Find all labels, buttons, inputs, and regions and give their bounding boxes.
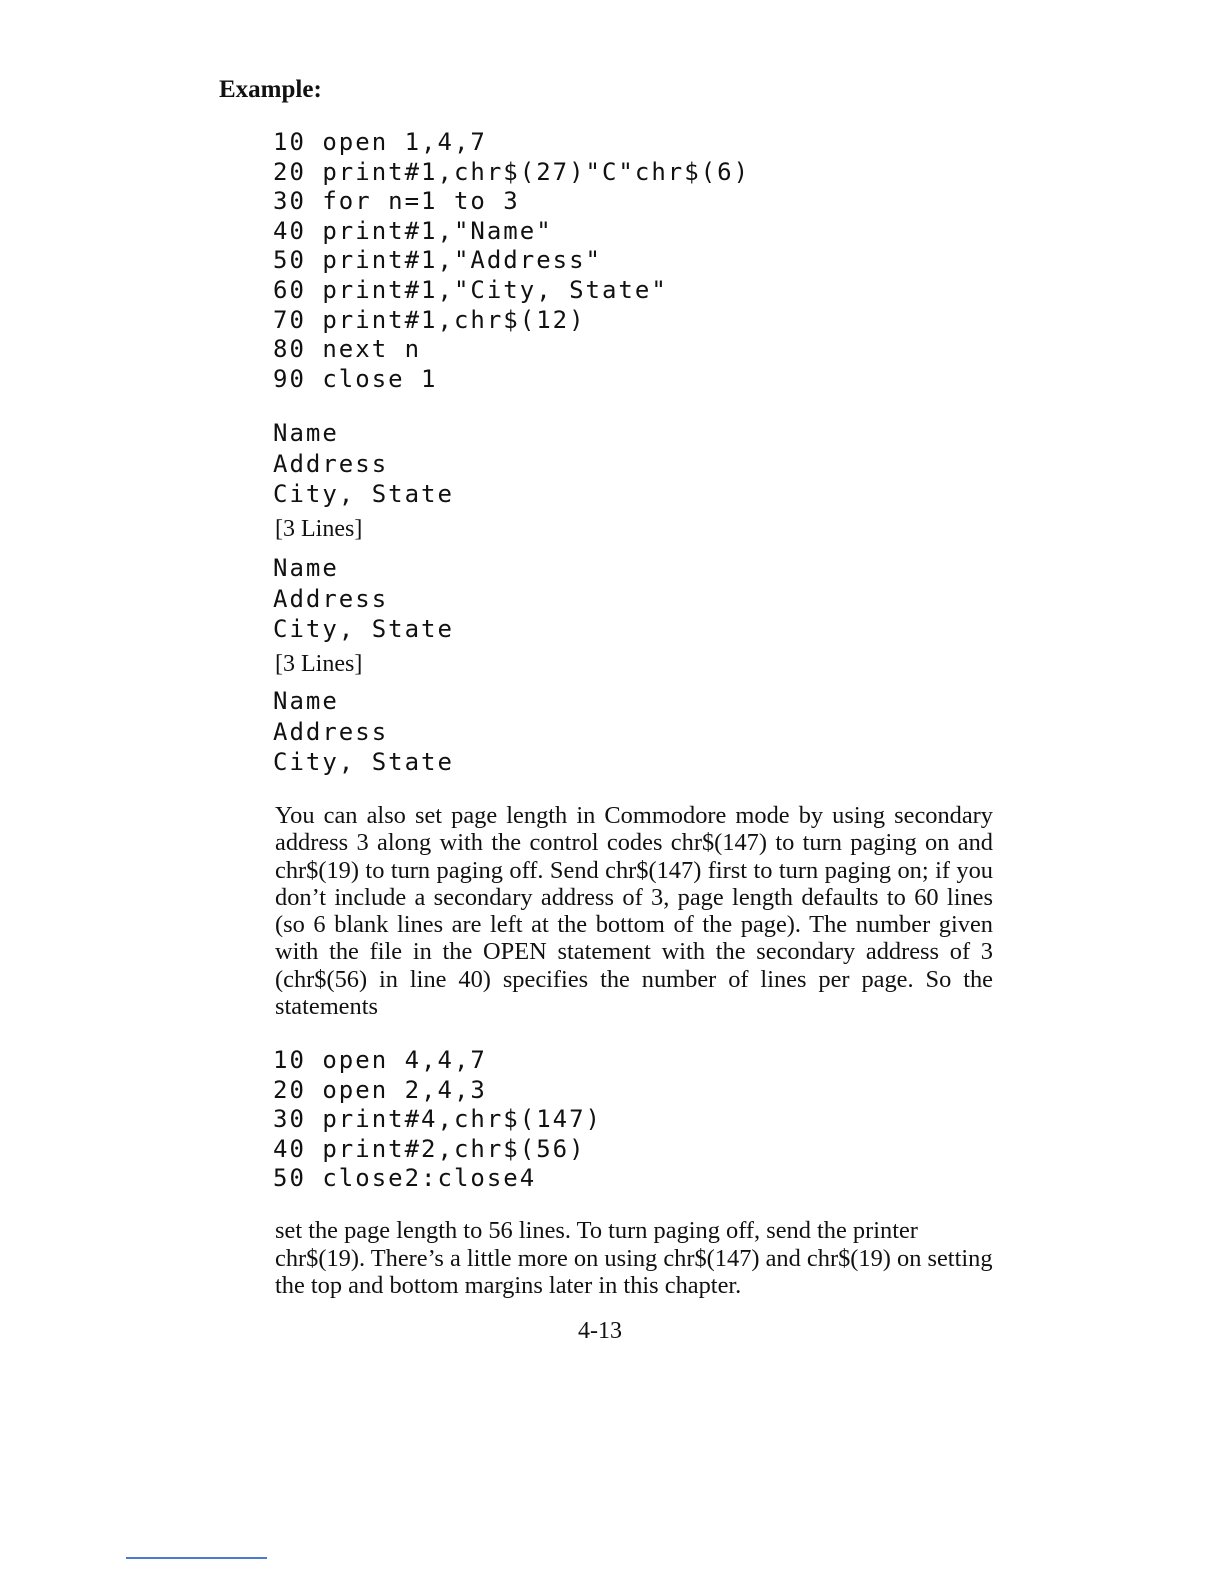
output-line: Address <box>273 584 389 613</box>
code-line: 40 print#2,chr$(56) <box>273 1134 586 1163</box>
blank-lines-note: [3 Lines] <box>275 651 363 677</box>
code-line: 40 print#1,"Name" <box>273 216 553 245</box>
page-number: 4-13 <box>578 1318 622 1344</box>
code-line: 30 print#4,chr$(147) <box>273 1105 602 1134</box>
printer-output-block-1 <box>273 418 454 510</box>
example-heading: Example: <box>219 76 322 103</box>
closing-paragraph: set the page length to 56 lines. To turn paging off, send the printer chr$(19). There’s a little more on using chr$(147) and chr$(19) on setting the top and bottom margins later in this chapter. <box>275 1217 993 1299</box>
blank-lines-note: [3 Lines] <box>275 516 363 542</box>
output-line: City, State <box>273 748 454 776</box>
code-line: 10 open 4,4,7 <box>273 1046 487 1074</box>
output-line: Name <box>273 687 339 715</box>
code-line: 70 print#1,chr$(12) <box>273 305 586 334</box>
printer-output-block-3 <box>273 686 454 778</box>
output-line: City, State <box>273 480 454 508</box>
output-line: Name <box>273 554 339 582</box>
code-line: 30 for n=1 to 3 <box>273 187 520 216</box>
code-line: 20 open 2,4,3 <box>273 1075 487 1104</box>
code-listing-1 <box>273 128 750 394</box>
code-line: 60 print#1,"City, State" <box>273 275 668 304</box>
body-paragraph: You can also set page length in Commodore mode by using secondary address 3 along with the control codes chr$(147) to turn paging on and chr$(19) to turn paging off. Send chr$(147) first to turn paging on; if you don’t include a secondary address of 3, page length defaults to 60 lines (so 6 blank lines are left at the bottom of the page). The number given with the file in the OPEN statement with the secondary address of 3 (chr$(56) in line 40) specifies the number of lines per page. So the statements <box>275 802 993 1021</box>
code-line: 90 close 1 <box>273 364 438 393</box>
code-line: 20 print#1,chr$(27)"C"chr$(6) <box>273 157 751 186</box>
code-line: 10 open 1,4,7 <box>273 128 487 156</box>
code-listing-2 <box>273 1046 602 1194</box>
code-line: 50 print#1,"Address" <box>273 246 602 275</box>
code-line: 50 close2:close4 <box>273 1164 537 1193</box>
printer-output-block-2 <box>273 553 454 645</box>
output-line: Address <box>273 449 389 478</box>
output-line: City, State <box>273 615 454 643</box>
scan-edge-line <box>126 1557 267 1559</box>
code-line: 80 next n <box>273 335 422 364</box>
output-line: Name <box>273 419 339 447</box>
output-line: Address <box>273 717 389 746</box>
